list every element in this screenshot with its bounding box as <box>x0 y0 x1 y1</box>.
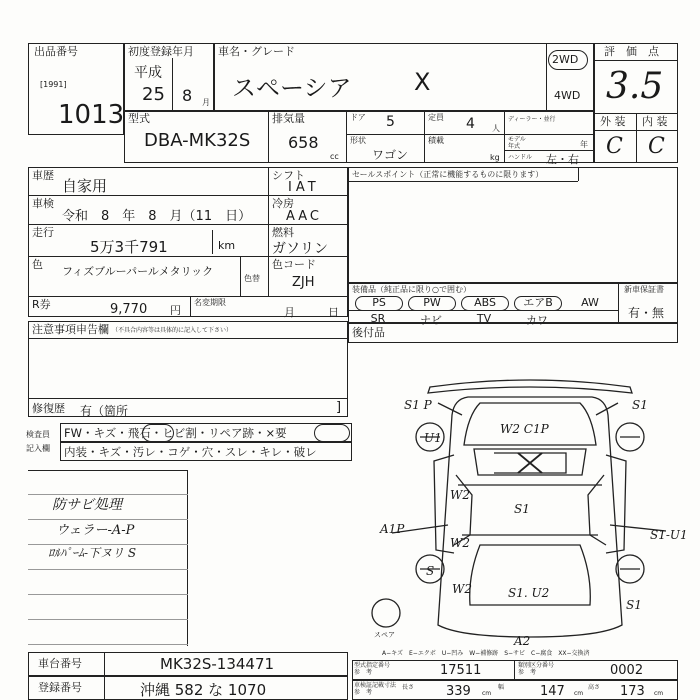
shift: IAT <box>288 180 320 195</box>
width: 147 <box>540 684 565 699</box>
capacity: 4 <box>466 116 475 132</box>
lot-sub: [1991] <box>40 80 67 89</box>
class-no: 0002 <box>610 663 644 678</box>
spare-label: スペア <box>374 631 395 639</box>
lot-number: 1013 <box>58 100 125 130</box>
dealer-label: ディーラー・並行 <box>508 116 556 123</box>
name-change-date: 月 日 <box>284 306 339 319</box>
reg-year: 25 <box>142 84 165 105</box>
mark-s1p: S1 P <box>404 398 432 412</box>
equip-item: PW <box>408 296 456 311</box>
load-unit: kg <box>490 153 500 162</box>
mark-w2c1p: W2 C1P <box>500 422 549 436</box>
reg-month: 8 <box>182 86 193 105</box>
equip-item: カワ <box>526 314 548 327</box>
diagram-legend: A−キズ E−エクボ U−凹み W−補修跡 S−サビ C−腐食 XX−交換済 <box>382 650 590 657</box>
height: 173 <box>620 684 645 699</box>
mark-a1p: A1P <box>380 522 405 536</box>
interior-grade: C <box>648 134 665 159</box>
mark-w2-lower: W2 <box>450 536 470 550</box>
chassis-label: 車台番号 <box>38 657 82 670</box>
door: 5 <box>386 114 395 130</box>
plate-label: 登録番号 <box>38 681 82 694</box>
disp-label: 排気量 <box>272 112 305 125</box>
width-label: 幅 <box>498 684 505 691</box>
model-year-label: モデル 年式 <box>508 136 526 150</box>
score: 3.5 <box>606 66 664 107</box>
mark-u1: U1 <box>424 431 442 445</box>
handle-label: ハンドル <box>508 154 533 161</box>
r-label: R券 <box>32 298 51 311</box>
chassis: MK32S-134471 <box>160 655 275 673</box>
mark-w2-left: W2 <box>450 488 470 502</box>
ac-label: 冷房 <box>272 197 294 210</box>
equip-item: ナビ <box>420 314 442 327</box>
era: 平成 <box>134 65 162 81</box>
caution-label: 注意事項申告欄 <box>32 323 109 336</box>
model: DBA-MK32S <box>144 130 251 151</box>
capacity-label: 定員 <box>428 113 444 122</box>
model-label: 型式 <box>128 112 150 125</box>
load-label: 積載 <box>428 136 444 145</box>
type-no: 17511 <box>440 663 482 678</box>
month-unit: 月 <box>202 98 210 107</box>
car-name: スペーシア <box>232 74 352 102</box>
mark-s1u2: S1. U2 <box>508 586 550 600</box>
shift-label: シフト <box>272 169 305 182</box>
mileage-unit: km <box>218 239 236 252</box>
drive-2wd: 2WD <box>552 53 579 66</box>
door-label: ドア <box>350 113 366 122</box>
equip-item: エアB <box>514 296 562 311</box>
shape: ワゴン <box>372 148 409 162</box>
history-label: 車歴 <box>32 169 54 182</box>
length-unit: cm <box>482 690 492 697</box>
aftermarket-label: 後付品 <box>352 326 385 339</box>
mark-s1-top-right: S1 <box>632 398 648 412</box>
x-req-circle <box>314 424 350 442</box>
fuel: ガソリン <box>272 241 328 257</box>
model-year-unit: 年 <box>580 140 588 149</box>
sales-box <box>348 167 678 283</box>
fuel-label: 燃料 <box>272 226 294 239</box>
note-line <box>28 569 188 570</box>
capacity-unit: 人 <box>492 124 500 133</box>
inspector-row1-text: FW・キズ・飛石・ヒビ割・リペア跡・×要 <box>64 426 287 440</box>
stone-circle <box>142 424 174 442</box>
repair: 有（箇所 <box>80 404 129 418</box>
mark-s-spare: S <box>426 564 435 578</box>
note-line <box>28 619 188 620</box>
type-no-label: 型式指定番号 参 考 <box>354 662 391 676</box>
hand-line-2: ウェラー-A-P <box>56 523 135 538</box>
r-value: 9,770 <box>110 302 148 317</box>
drive-4wd: 4WD <box>554 89 581 102</box>
name-change-label: 名変期限 <box>194 298 226 307</box>
class-no-label: 類別区分番号 参 考 <box>518 662 555 676</box>
color-code-label: 色コード <box>272 258 316 271</box>
length: 339 <box>446 684 471 699</box>
inspection: 令和 8 年 8 月（11 日） <box>62 209 252 224</box>
handle: 左・右 <box>546 153 579 166</box>
equip-item: PS <box>355 296 403 311</box>
color-code: ZJH <box>292 275 315 290</box>
plate: 沖縄 582 な 1070 <box>140 681 267 699</box>
equip-label: 装備品（純正品に限り○で囲む） <box>352 285 471 294</box>
caution-sub: （不具合内容等は具体的に記入して下さい） <box>112 327 233 334</box>
hand-line-3: ﾛﾙﾊﾟｰﾑ-下ヌリ S <box>48 546 137 560</box>
mileage-label: 走行 <box>32 226 54 239</box>
inspector-label: 検査員 記入欄 <box>26 430 50 453</box>
sales-label: セールスポイント（正常に機能するものに限ります） <box>352 170 544 179</box>
repair-label: 修復歴 <box>32 402 65 415</box>
history: 自家用 <box>62 177 108 195</box>
warranty-label: 新車保証書 <box>624 285 664 294</box>
color-sub-label: 色替 <box>244 274 260 283</box>
mark-w2-rear: W2 <box>452 582 472 596</box>
note-line <box>28 594 188 595</box>
inspector-row2-text: 内装・キズ・汚レ・コゲ・穴・スレ・キレ・破レ <box>64 445 317 459</box>
shape-label: 形状 <box>350 136 366 145</box>
car-diagram <box>370 375 690 650</box>
equip-item: TV <box>476 312 492 325</box>
lot-label: 出品番号 <box>34 45 78 58</box>
color-label: 色 <box>32 258 43 271</box>
disp-unit: cc <box>330 152 339 161</box>
equip-item: SR <box>370 312 386 325</box>
ac: AAC <box>286 209 322 224</box>
warranty: 有・無 <box>628 306 665 320</box>
r-unit: 円 <box>170 304 181 317</box>
grade: X <box>414 68 431 96</box>
disp: 658 <box>288 133 319 152</box>
mark-a2: A2 <box>514 634 531 648</box>
score-label: 評 価 点 <box>604 45 659 58</box>
dim-label: 車検証記載寸法 参 考 <box>354 682 397 696</box>
note-line <box>28 644 188 645</box>
width-unit: cm <box>574 690 584 697</box>
repair-close: ] <box>336 400 342 415</box>
inspection-label: 車検 <box>32 197 54 210</box>
first-reg-label: 初度登録年月 <box>128 45 194 58</box>
exterior-grade: C <box>606 134 623 159</box>
hand-line-1: 防サビ処理 <box>52 497 122 513</box>
mileage: 5万3千791 <box>90 238 168 256</box>
interior-label: 内 装 <box>642 115 668 128</box>
exterior-label: 外 装 <box>600 115 626 128</box>
aftermarket-box <box>348 323 678 343</box>
equip-item: ABS <box>461 296 509 311</box>
car-name-label: 車名・グレード <box>218 45 295 58</box>
equip-item: AW <box>581 296 599 309</box>
height-label: 高さ <box>588 684 601 691</box>
mark-s1-center: S1 <box>514 502 530 516</box>
mark-s1u1: S1-U1 <box>650 528 688 542</box>
height-unit: cm <box>654 690 664 697</box>
mark-s1-right: S1 <box>626 598 642 612</box>
color: フィズブルーパールメタリック <box>62 265 214 278</box>
length-label: 長さ <box>402 684 415 691</box>
